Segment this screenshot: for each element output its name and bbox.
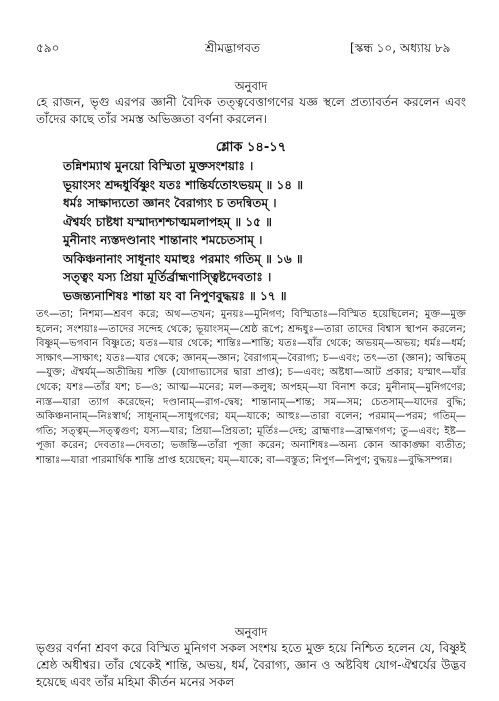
word-for-word-synonyms: তৎ—তা; নিশম্য—শ্রবণ করে; অথ—তখন; মুনয়ঃ—মুনিগণ; বিস্মিতাঃ—বিস্মিত হয়েছিলেন; মুক্ত—মুক্ত হলেন; সংশয়াঃ—তাদের সন্দেহ থেকে; ভূয়াংসম্—শ্রেষ্ঠ রূপে; শ্রদ্দধুঃ—তারা তাদের বিশ্বাস স্থাপন করলেন; বিষ্ণুম্—ভগবান বিষ্ণুতে; যতঃ—যার থেকে; শান্তিঃ—শান্তি; যতঃ—যাঁর থেকে; অভয়ম্—অভয়; ধর্মঃ—ধর্ম; সাক্ষাৎ—সাক্ষাৎ; যতঃ—যার থেকে; জ্ঞানম্—জ্ঞান; বৈরাগ্যম্—বৈরাগ্য; চ—এবং; তৎ—তা (জ্ঞান); অন্বিতম্—যুক্ত; ঐশ্বর্যম্—অতীন্দ্রিয় শক্তি (যোগাভ্যাসের দ্বারা প্রাপ্ত); চ—এবং; অষ্টধা—আট প্রকার; যস্মাৎ—যাঁর থেকে; যশঃ—তাঁর যশ; চ—ও; আত্ম—মনের; মল—কলুষ; অপহম্—যা বিনাশ করে; মুনীনাম্—মুনিগণের; ন্যস্ত—যারা ত্যাগ করেছেন; দণ্ডানাম্—রাগ-দ্বেষ; শান্তানাম্—শান্ত; সম—সম; চেতসাম্—যাদের বুদ্ধি; অকিঞ্চনানাম্—নিঃস্বার্থ; সাধূনাম্—সাধুগণের; যম্—যাকে; আহুঃ—তারা বলেন; পরমাম্—পরম; গতিম্—গতি; সত্ত্বম্—সত্ত্বগুণ; যস্য—যার; প্রিয়া—প্রিয়তা; মূর্তিঃ—দেহ; ব্রাহ্মণাঃ—ব্রাহ্মণগণ; তু—এবং; ইষ্ট—পূজা করেন; দেবতাঃ—দেবতা; ভজন্তি—তাঁরা পূজা করেন; অনাশিষঃ—অন্য কোন আকাঙ্ক্ষা ব্যতীত; শান্তাঃ—যারা পারমার্থিক শান্তি প্রাপ্ত হয়েছেন; যম্—যাকে; বা—বস্তুত; নিপুণ—নিপুণ; বুদ্ধয়ঃ—বুদ্ধিসম্পন্ন। — [36, 309, 466, 466]
verse-line: অকিঞ্চনানাং সাধূনাং যমাহুঃ পরমাং গতিম্ ॥ ১৬ ॥ — [63, 251, 303, 266]
page-number: ৫৯০ — [36, 41, 60, 55]
translation-heading: অনুবাদ — [234, 625, 268, 639]
translation-heading: অনুবাদ — [234, 79, 268, 93]
verse-line: সত্ত্বং যস্য প্রিয়া মূর্তির্ব্রাহ্মণাস্ত্বিষ্টদেবতাঃ । — [63, 270, 272, 284]
verse-heading: শ্লোক ১৪-১৭ — [215, 140, 287, 155]
verse-line: ঐশ্বর্যং চাষ্টধা যস্মাদ্যশশ্চাত্মমলাপহম্ ॥ ১৫ ॥ — [63, 214, 272, 229]
verse-line: ভজন্ত্যনাশিষঃ শান্তা যং বা নিপুণবুদ্ধয়ঃ ॥ ১৭ ॥ — [63, 288, 287, 303]
translation-paragraph: হে রাজন, ভৃগু এরপর জ্ঞানী বৈদিক তত্ত্ববেত্তাগণের যজ্ঞ স্থলে প্রত্যাবর্তন করলেন এবং তাঁদের কাছে তাঁর সমস্ত অভিজ্ঞতা বর্ণনা করলেন। — [36, 95, 466, 126]
verse-line: মুনীনাং ন্যস্তদণ্ডানাং শান্তানাং শমচেতসাম্ । — [63, 233, 263, 247]
translation-paragraph: ভৃগুর বর্ণনা শ্রবণ করে বিস্মিত মুনিগণ সকল সংশয় হতে মুক্ত হয়ে নিশ্চিত হলেন যে, বিষ্ণুই শ্রেষ্ঠ অধীশ্বর। তাঁর থেকেই শান্তি, অভয়, ধর্ম, বৈরাগ্য, জ্ঞান ও অষ্টবিধ যোগ-ঐশ্বর্যের উদ্ভব হয়েছে এবং তাঁর মহিমা কীর্তন মনের সকল — [36, 641, 466, 689]
verse-line: ভূয়াংসং শ্রদ্দধুর্বিষ্ণুং যতঃ শান্তির্যতোঽভয়ম্ ॥ ১৪ ॥ — [63, 177, 304, 192]
sanskrit-verse — [36, 157, 493, 305]
running-title: শ্রীমদ্ভাগবত — [205, 41, 261, 55]
verse-line: তন্নিশম্যাথ মুনয়ো বিস্মিতা মুক্তসংশয়াঃ । — [63, 159, 254, 173]
verse-line: ধর্মঃ সাক্ষাদ্যতো জ্ঞানং বৈরাগ্যং চ তদন্বিতম্ । — [63, 196, 277, 210]
chapter-reference: [স্কন্ধ ১০, অধ্যায় ৮৯ — [350, 41, 451, 55]
